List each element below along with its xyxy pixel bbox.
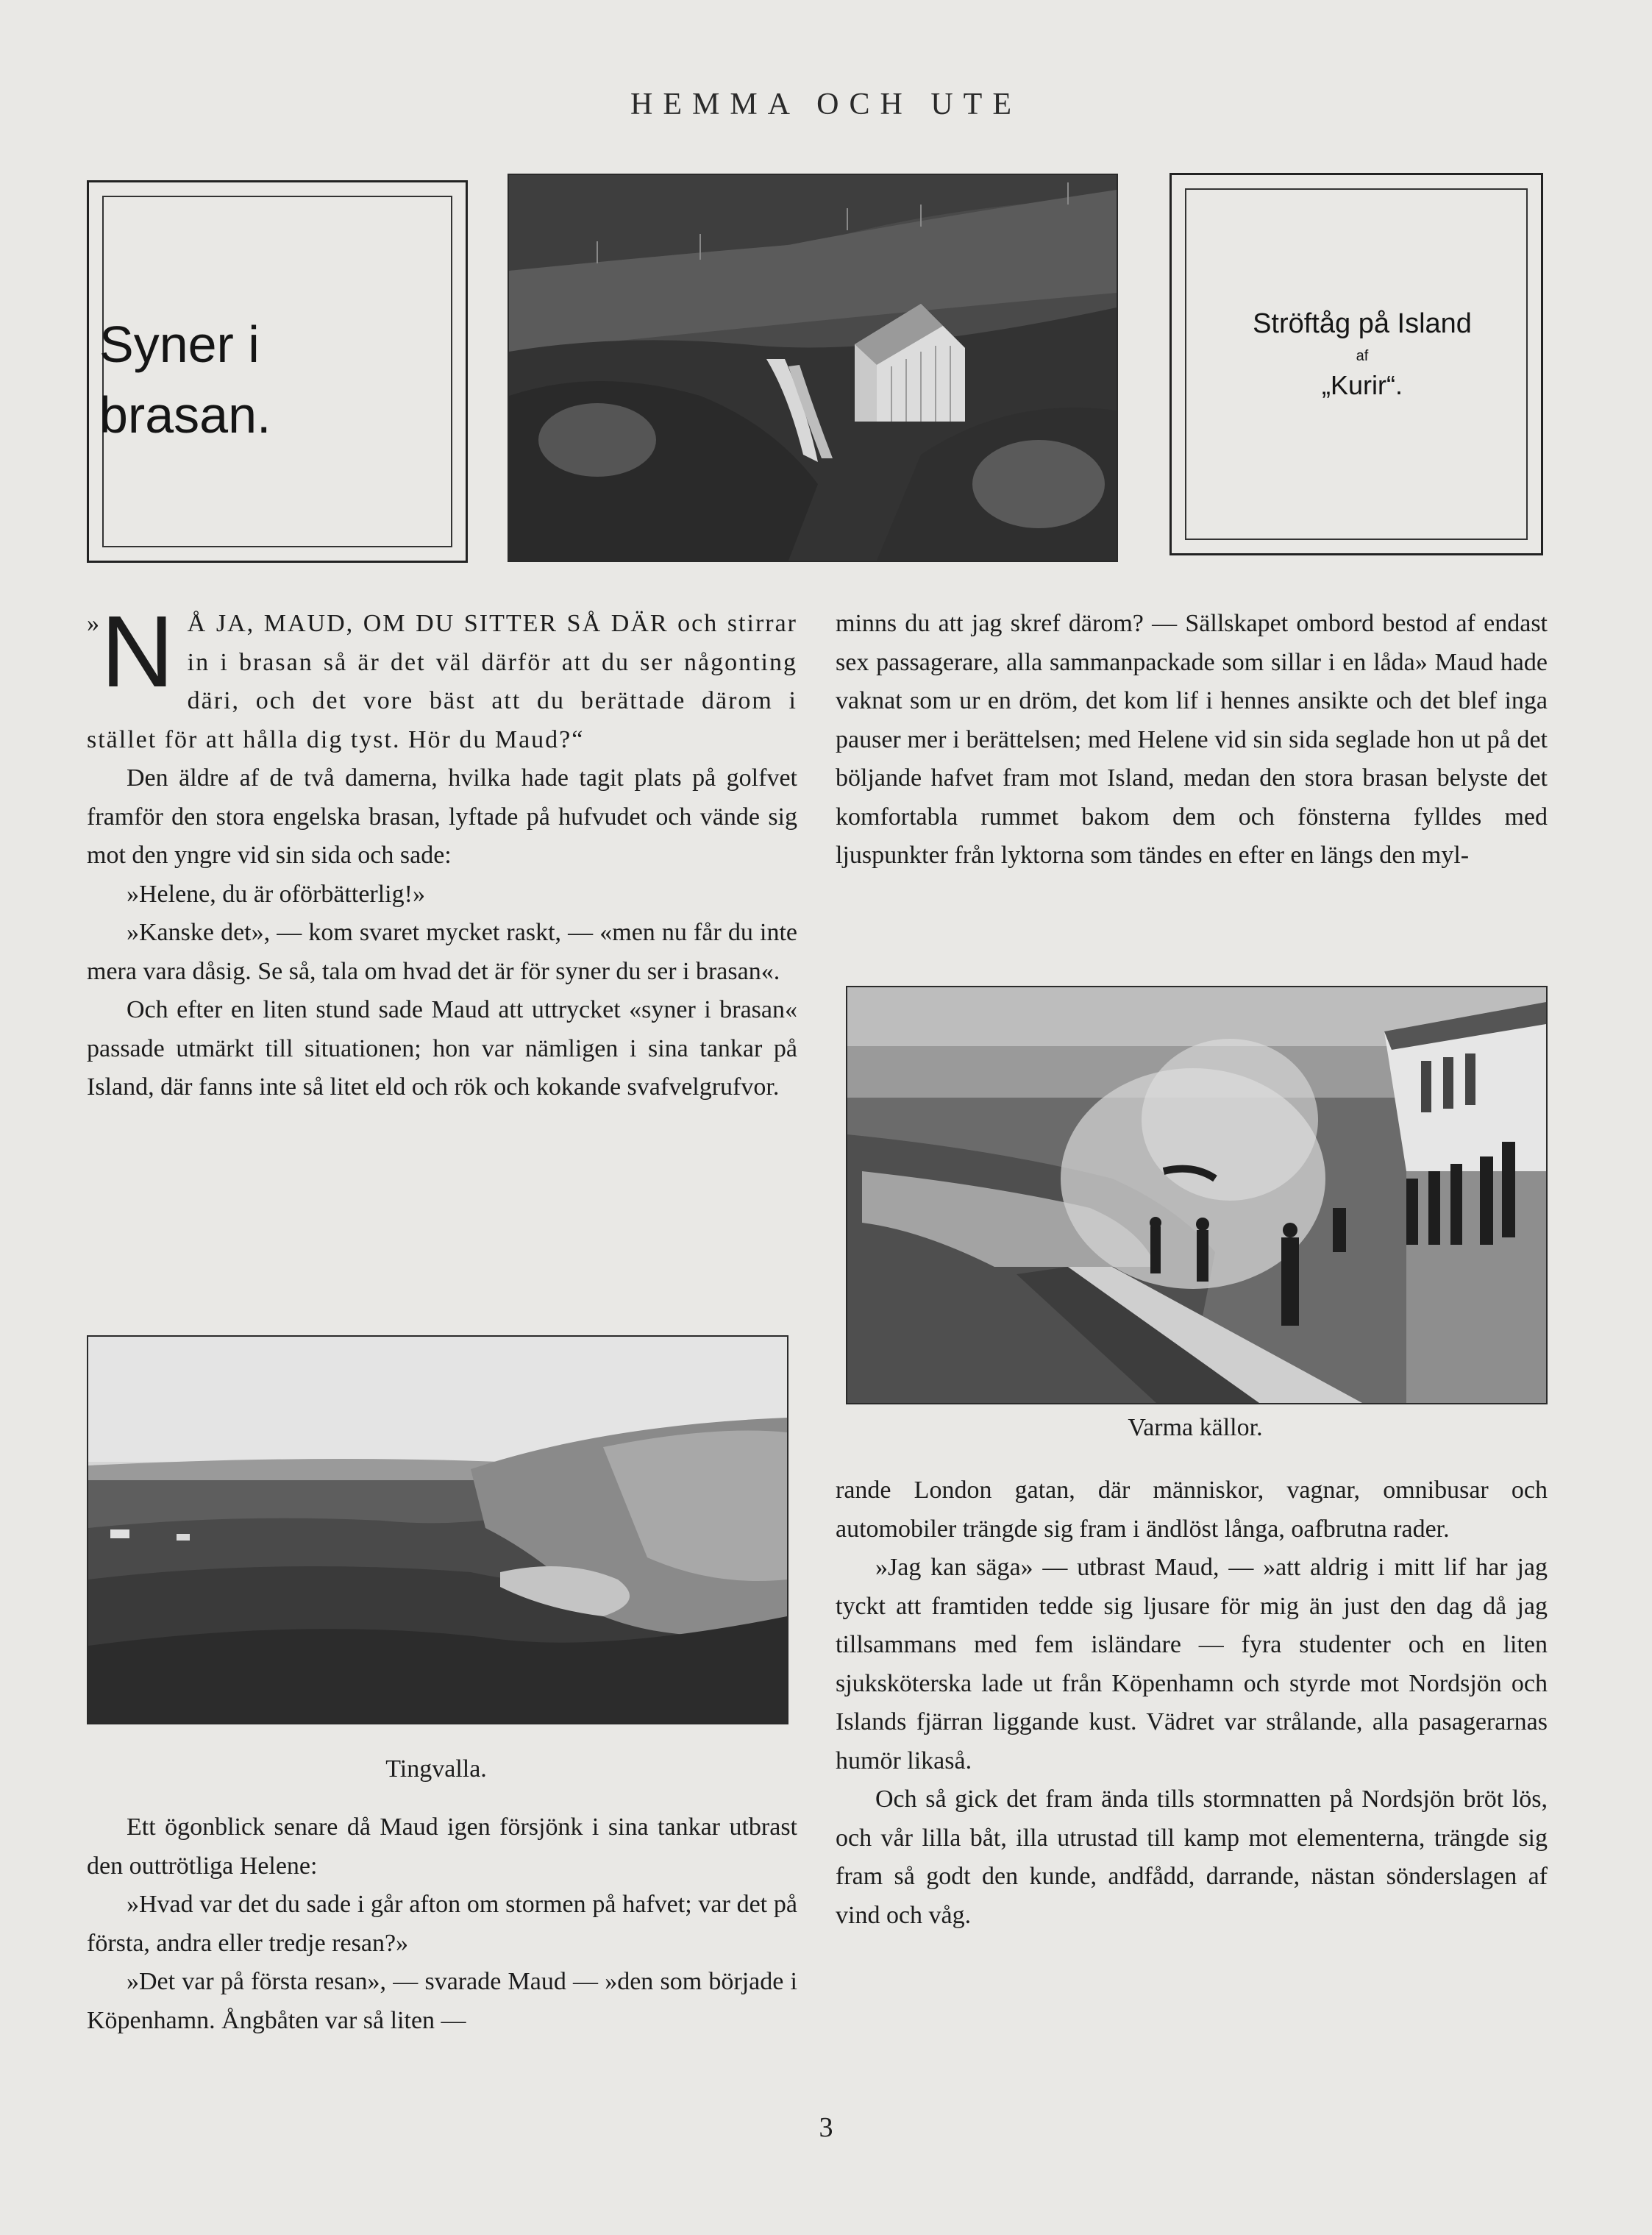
paragraph: »Det var på första resan», — svarade Maud — »den som började i Köpenhamn. Ångbåten var så liten — — [87, 1968, 797, 2034]
article-title-line1: Syner i — [99, 316, 260, 373]
caption-hot-springs: Varma källor. — [1128, 1414, 1263, 1441]
paragraph: Och så gick det fram ända tills stormnatten på Nordsjön bröt lös, och vår lilla båt, illa utrustad till kamp mot elementerna, trängde sig fram så godt den kunde, andfådd, darrande, nästan sönderslagen af vind och våg. — [836, 1785, 1548, 1929]
dropcap: N — [101, 595, 174, 708]
opening-text: Å JA, MAUD, OM DU SITTER SÅ DÄR och stirrar in i brasan så är det väl därför att du ser någonting däri, och det vore bäst att du berättade därom i stället för att hålla dig tyst. Hör du Maud?“ — [87, 610, 797, 753]
paragraph: minns du att jag skref därom? — Sällskapet ombord bestod af endast sex passagerare, alla sammanpackade som sillar i en låda» Maud hade vaknat som ur en dröm, det kom lif i hennes ansikte och det blef inga pauser mer i berättelsen; med Helene vid sin sida seglade hon ut på det böljande hafvet fram mot Island, medan den stora brasan belyste det komfortabla rummet bakom dem och fönsterna fylldes med ljuspunkter från lyktorna som tändes en efter en längs den myl- — [836, 610, 1548, 869]
running-header: HEMMA OCH UTE — [630, 88, 1022, 121]
left-column-top — [87, 595, 797, 1107]
photo-hot-springs — [846, 986, 1548, 1404]
paragraph: »Hvad var det du sade i går afton om stormen på hafvet; var det på första, andra eller tredje resan?» — [87, 1891, 797, 1957]
photo-tingvalla — [87, 1335, 788, 1724]
photo-hut-waterfall — [508, 174, 1118, 562]
left-column-bottom — [87, 1808, 797, 2040]
caption-tingvalla: Tingvalla. — [385, 1755, 487, 1783]
paragraph: Den äldre af de två damerna, hvilka hade tagit plats på golfvet framför den stora engelska brasan, lyftade på hufvudet och vände sig mot den yngre vid sin sida och sade: — [87, 764, 797, 869]
series-title-line3: „Kurir“. — [1322, 370, 1403, 400]
right-column-bottom — [836, 1471, 1548, 1935]
right-column-top — [836, 605, 1548, 875]
tingvalla-illustration — [88, 1337, 787, 1723]
series-title — [1186, 302, 1539, 405]
hut-waterfall-illustration — [509, 175, 1117, 561]
article-title-line2: brasan. — [99, 386, 271, 444]
paragraph: rande London gatan, där människor, vagnar, omnibusar och automobiler trängde sig fram i ändlöst långa, oafbrutna rader. — [836, 1477, 1548, 1543]
paragraph: Ett ögonblick senare då Maud igen försjönk i sina tankar utbrast den outtrötliga Helene: — [87, 1813, 797, 1880]
paragraph: Och efter en liten stund sade Maud att uttrycket «syner i brasan« passade utmärkt till situationen; hon var nämligen i sina tankar på Island, där fanns inte så litet eld och rök och kokande svafvelgrufvor. — [87, 996, 797, 1101]
hot-springs-illustration — [847, 987, 1546, 1403]
paragraph: »Kanske det», — kom svaret mycket raskt, — «men nu får du inte mera vara dåsig. Se så, tala om hvad det är för syner du ser i brasan«. — [87, 919, 797, 985]
paragraph: »Helene, du är oförbätterlig!» — [127, 880, 425, 908]
series-title-line2: af — [1356, 348, 1369, 364]
series-title-line1: Ströftåg på Island — [1253, 308, 1472, 339]
opening-paragraph — [87, 595, 797, 759]
article-title — [99, 309, 271, 450]
page-number: 3 — [819, 2112, 833, 2143]
opening-quote: » — [87, 610, 99, 637]
paragraph: »Jag kan säga» — utbrast Maud, — »att aldrig i mitt lif har jag tyckt att framtiden tedde sig ljusare för mig än just den dag då jag tillsammans med fem isländare — fyra studenter och en liten sjuksköterska lade ut från Köpenhamn och styrde mot Nordsjön och Islands fjärran liggande kust. Vädret var strålande, alla pasagerarnas humör likaså. — [836, 1554, 1548, 1774]
